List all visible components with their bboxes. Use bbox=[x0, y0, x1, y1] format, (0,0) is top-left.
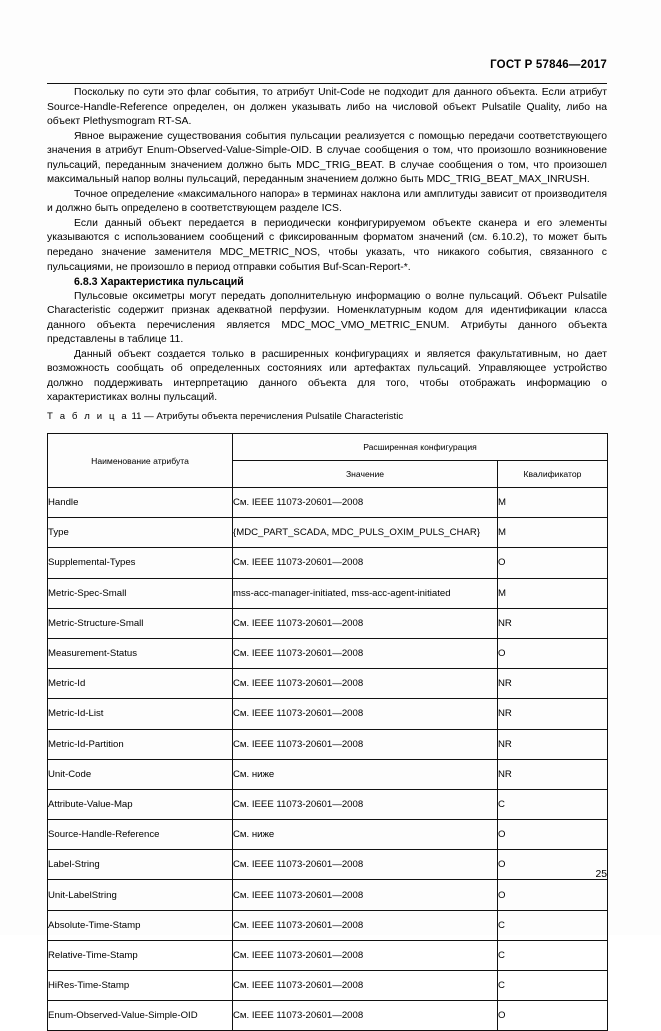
cell-attribute-name: Absolute-Time-Stamp bbox=[48, 910, 233, 940]
cell-value: См. IEEE 11073-20601—2008 bbox=[233, 971, 498, 1001]
table-row bbox=[48, 729, 608, 759]
cell-qualifier: NR bbox=[498, 729, 608, 759]
attributes-table bbox=[47, 433, 608, 1031]
cell-qualifier: M bbox=[498, 578, 608, 608]
cell-value: См. ниже bbox=[233, 820, 498, 850]
table-row bbox=[48, 488, 608, 518]
cell-value: См. IEEE 11073-20601—2008 bbox=[233, 548, 498, 578]
paragraph: Точное определение «максимального напора» в терминах наклона или амплитуды зависит от производителя и должно быть определено в соответствующем разделе ICS. bbox=[47, 188, 607, 215]
table-row bbox=[48, 578, 608, 608]
cell-qualifier: C bbox=[498, 940, 608, 970]
cell-value: См. IEEE 11073-20601—2008 bbox=[233, 880, 498, 910]
table-caption bbox=[47, 411, 403, 422]
paragraph: Пульсовые оксиметры могут передать дополнительную информацию о волне пульсаций. Объект Pulsatile Characteristic содержит признак адекватной перфузии. Номенклатурным кодом для идентификации класса данного объекта перечисления является MDC_MOC_VMO_METRIC_ENUM. Атрибуты данного объекта представлены в таблице 11. bbox=[47, 290, 607, 346]
paragraph: Данный объект создается только в расширенных конфигурациях и является факультативным, но дает возможность сообщать об определенных состояниях или артефактах пульсаций. Управляющее устройство должно поддерживать интерпретацию данного объекта для того, чтобы отображать информацию о характеристиках волны пульсаций. bbox=[47, 348, 607, 404]
table-row bbox=[48, 820, 608, 850]
cell-qualifier: C bbox=[498, 910, 608, 940]
column-header-attribute-name: Наименование атрибута bbox=[48, 434, 233, 488]
cell-qualifier: NR bbox=[498, 699, 608, 729]
cell-attribute-name: Metric-Id-Partition bbox=[48, 729, 233, 759]
table-row bbox=[48, 669, 608, 699]
cell-attribute-name: Handle bbox=[48, 488, 233, 518]
paragraph: Поскольку по сути это флаг события, то атрибут Unit-Code не подходит для данного объекта. Если атрибут Source-Handle-Reference определен, он должен указывать либо на числовой объект Pulsatile Quality, либо на объект Plethysmogram RT-SA. bbox=[47, 87, 607, 128]
table-caption-label: Т а б л и ц а bbox=[47, 411, 129, 422]
page-header bbox=[47, 58, 607, 84]
cell-qualifier: O bbox=[498, 850, 608, 880]
cell-attribute-name: Metric-Spec-Small bbox=[48, 578, 233, 608]
cell-qualifier: O bbox=[498, 880, 608, 910]
page-number: 25 bbox=[595, 869, 607, 880]
cell-attribute-name: HiRes-Time-Stamp bbox=[48, 971, 233, 1001]
cell-attribute-name: Metric-Id-List bbox=[48, 699, 233, 729]
cell-attribute-name: Unit-LabelString bbox=[48, 880, 233, 910]
cell-attribute-name: Metric-Structure-Small bbox=[48, 608, 233, 638]
cell-qualifier: C bbox=[498, 971, 608, 1001]
table-row bbox=[48, 1001, 608, 1031]
section-heading-6-8-3: 6.8.3 Характеристика пульсаций bbox=[74, 276, 244, 289]
table-caption-text: 11 — Атрибуты объекта перечисления Pulsatile Characteristic bbox=[131, 411, 404, 422]
table-row bbox=[48, 789, 608, 819]
cell-qualifier: O bbox=[498, 820, 608, 850]
column-header-extended-configuration: Расширенная конфигурация bbox=[233, 434, 608, 461]
cell-attribute-name: Unit-Code bbox=[48, 759, 233, 789]
table-row bbox=[48, 759, 608, 789]
cell-value: См. IEEE 11073-20601—2008 bbox=[233, 638, 498, 668]
table-row bbox=[48, 548, 608, 578]
cell-qualifier: NR bbox=[498, 669, 608, 699]
cell-value: См. IEEE 11073-20601—2008 bbox=[233, 789, 498, 819]
cell-value: См. IEEE 11073-20601—2008 bbox=[233, 699, 498, 729]
cell-qualifier: O bbox=[498, 548, 608, 578]
table-row bbox=[48, 880, 608, 910]
cell-qualifier: C bbox=[498, 789, 608, 819]
table-row bbox=[48, 638, 608, 668]
cell-value: См. ниже bbox=[233, 759, 498, 789]
cell-qualifier: NR bbox=[498, 759, 608, 789]
cell-value: См. IEEE 11073-20601—2008 bbox=[233, 488, 498, 518]
cell-attribute-name: Label-String bbox=[48, 850, 233, 880]
table-row bbox=[48, 940, 608, 970]
cell-value: См. IEEE 11073-20601—2008 bbox=[233, 729, 498, 759]
table-row bbox=[48, 850, 608, 880]
cell-attribute-name: Relative-Time-Stamp bbox=[48, 940, 233, 970]
cell-qualifier: O bbox=[498, 638, 608, 668]
cell-qualifier: M bbox=[498, 488, 608, 518]
cell-qualifier: M bbox=[498, 518, 608, 548]
column-header-qualifier: Квалификатор bbox=[498, 461, 608, 488]
cell-attribute-name: Attribute-Value-Map bbox=[48, 789, 233, 819]
cell-attribute-name: Measurement-Status bbox=[48, 638, 233, 668]
cell-value: См. IEEE 11073-20601—2008 bbox=[233, 910, 498, 940]
standard-title: ГОСТ Р 57846—2017 bbox=[490, 59, 607, 71]
table-row bbox=[48, 699, 608, 729]
cell-qualifier: NR bbox=[498, 608, 608, 638]
cell-attribute-name: Enum-Observed-Value-Simple-OID bbox=[48, 1001, 233, 1031]
cell-value: mss-acc-manager-initiated, mss-acc-agent-initiated bbox=[233, 578, 498, 608]
cell-attribute-name: Metric-Id bbox=[48, 669, 233, 699]
cell-value: См. IEEE 11073-20601—2008 bbox=[233, 608, 498, 638]
table-row bbox=[48, 971, 608, 1001]
table-row bbox=[48, 518, 608, 548]
table-body bbox=[48, 488, 608, 1031]
table-head bbox=[48, 434, 608, 488]
body-content bbox=[47, 86, 607, 406]
cell-qualifier: O bbox=[498, 1001, 608, 1031]
cell-value: См. IEEE 11073-20601—2008 bbox=[233, 850, 498, 880]
cell-attribute-name: Type bbox=[48, 518, 233, 548]
cell-value: См. IEEE 11073-20601—2008 bbox=[233, 1001, 498, 1031]
table-header-row-group bbox=[48, 434, 608, 461]
cell-value: См. IEEE 11073-20601—2008 bbox=[233, 669, 498, 699]
table-row bbox=[48, 910, 608, 940]
column-header-value: Значение bbox=[233, 461, 498, 488]
cell-attribute-name: Source-Handle-Reference bbox=[48, 820, 233, 850]
table-row bbox=[48, 608, 608, 638]
cell-value: {MDC_PART_SCADA, MDC_PULS_OXIM_PULS_CHAR} bbox=[233, 518, 498, 548]
paragraph: Явное выражение существования события пульсации реализуется с помощью передачи соответствующего значения в атрибут Enum-Observed-Value-Simple-OID. В случае сообщения о том, что произошло возникновение пульсаций, переданным значением должно быть MDC_TRIG_BEAT. В случае сообщения о том, что произошел максимальный напор волны пульсаций, переданным значением должно быть MDC_TRIG_BEAT_MAX_INRUSH. bbox=[47, 130, 607, 186]
cell-attribute-name: Supplemental-Types bbox=[48, 548, 233, 578]
paragraph: Если данный объект передается в периодически конфигурируемом объекте сканера и его элементы указываются с использованием сообщений с фиксированным форматом значений (см. 6.10.2), то может быть передано значение заменителя MDC_METRIC_NOS, чтобы указать, что никакого события, связанного с пульсациями, не произошло в период отправки события Buf-Scan-Report-*. bbox=[47, 217, 607, 273]
cell-value: См. IEEE 11073-20601—2008 bbox=[233, 940, 498, 970]
